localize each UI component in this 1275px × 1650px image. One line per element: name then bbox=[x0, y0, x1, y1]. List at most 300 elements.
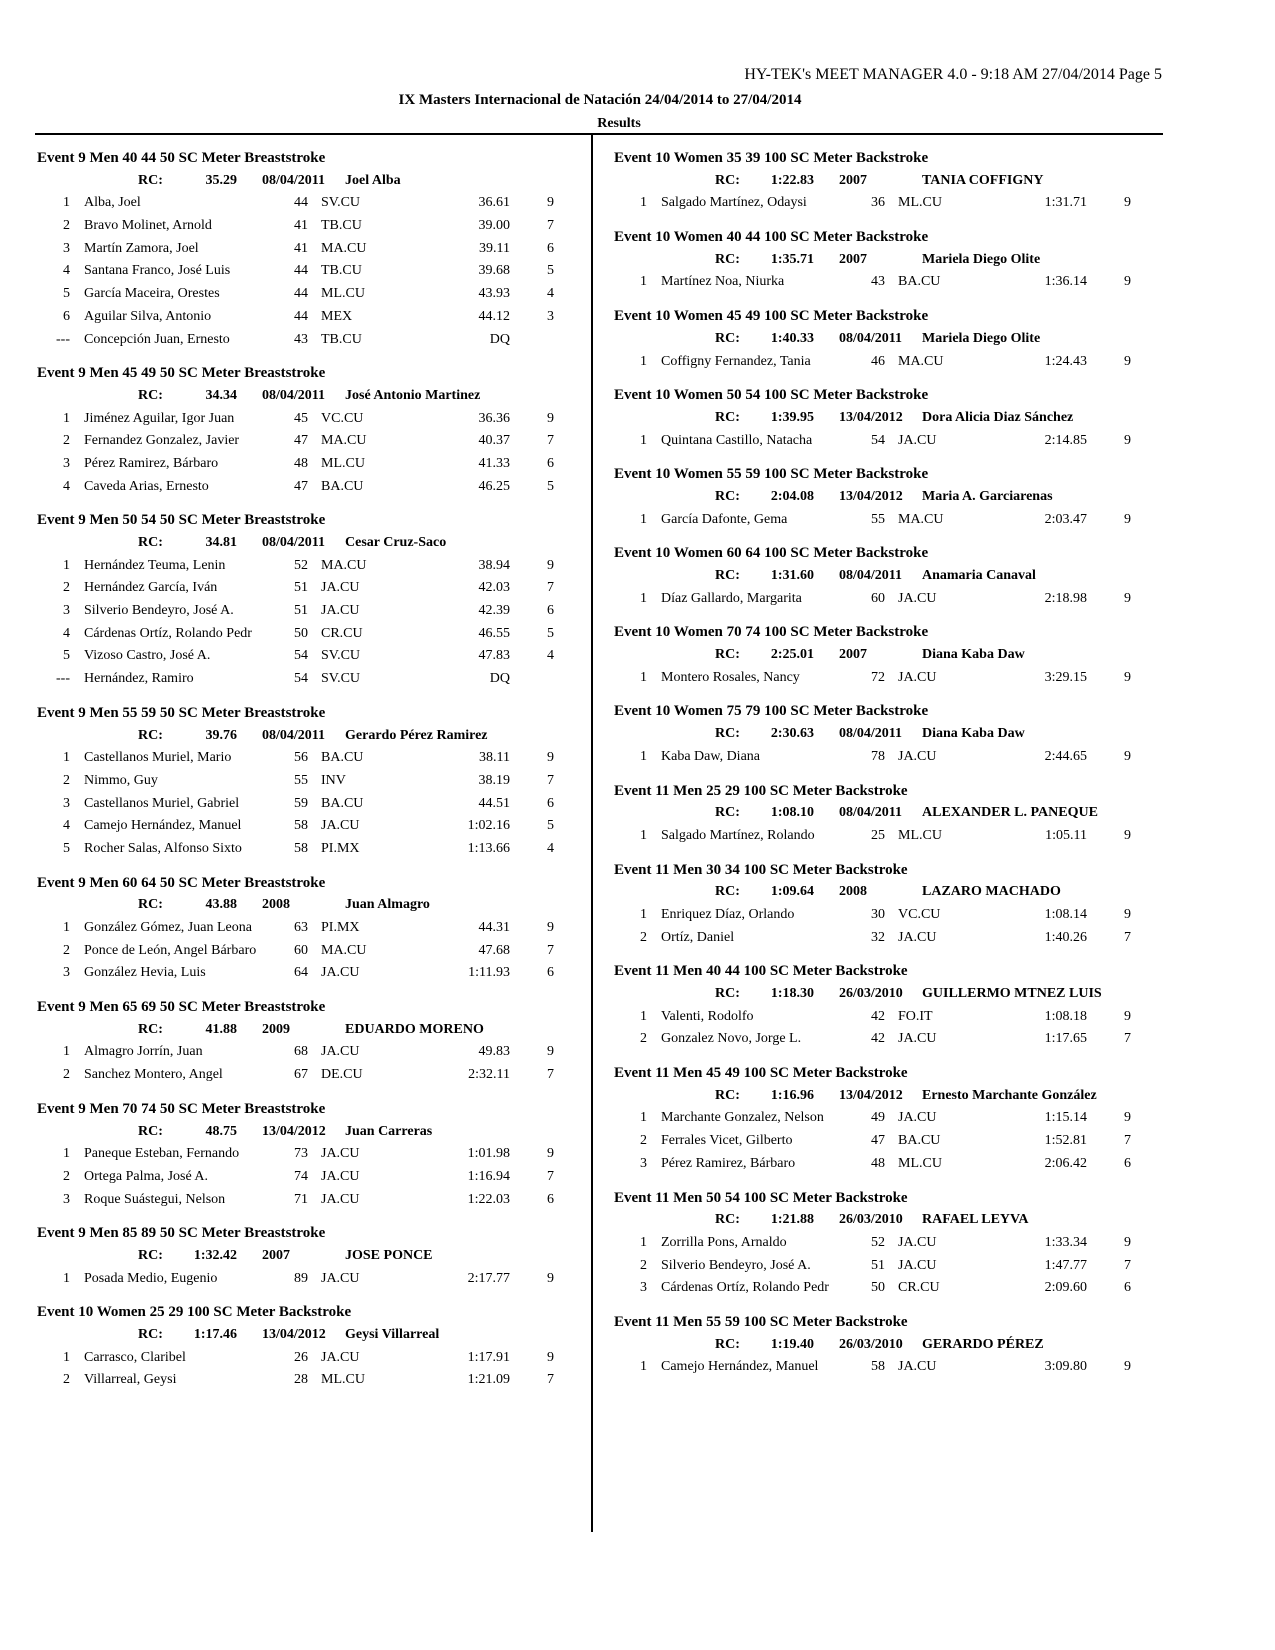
record-date: 13/04/2012 bbox=[262, 1123, 326, 1139]
points: 5 bbox=[547, 263, 554, 279]
place: 1 bbox=[63, 1270, 70, 1286]
age: 63 bbox=[294, 920, 308, 935]
swimmer-name: Salgado Martínez, Odaysi bbox=[661, 195, 807, 211]
result-row bbox=[614, 1232, 1159, 1255]
age: 44 bbox=[294, 308, 308, 324]
team: JA.CU bbox=[321, 1191, 360, 1207]
swimmer-name: Castellanos Muriel, Gabriel bbox=[84, 795, 240, 811]
result-row bbox=[37, 238, 582, 261]
team: CR.CU bbox=[321, 625, 363, 641]
record-line bbox=[614, 983, 1159, 1006]
age: 52 bbox=[294, 557, 308, 573]
points: 9 bbox=[1124, 590, 1131, 606]
record-time: 1:22.83 bbox=[770, 172, 814, 188]
record-holder: Juan Carreras bbox=[345, 1123, 433, 1139]
swimmer-name: Nimmo, Guy bbox=[84, 772, 158, 788]
points: 4 bbox=[547, 286, 554, 302]
team: MA.CU bbox=[898, 353, 944, 369]
final-time: DQ bbox=[489, 331, 510, 347]
place: 5 bbox=[63, 286, 70, 302]
place: 1 bbox=[640, 827, 647, 843]
result-row bbox=[37, 306, 582, 329]
final-time: 1:08.18 bbox=[1044, 1008, 1087, 1024]
final-time: 38.94 bbox=[478, 557, 510, 573]
record-holder: Anamaria Canaval bbox=[922, 568, 1036, 583]
place: 1 bbox=[640, 669, 647, 685]
points: 7 bbox=[547, 1067, 554, 1083]
points: 7 bbox=[1124, 1257, 1131, 1273]
points: 9 bbox=[547, 1044, 554, 1060]
record-date: 08/04/2011 bbox=[262, 727, 326, 743]
points: 4 bbox=[547, 648, 554, 664]
final-time: 38.11 bbox=[479, 750, 510, 766]
record-time: 1:39.95 bbox=[770, 409, 814, 425]
record-holder: RAFAEL LEYVA bbox=[922, 1212, 1029, 1228]
final-time: 39.68 bbox=[478, 263, 510, 279]
place: 3 bbox=[63, 603, 70, 619]
place: 2 bbox=[63, 433, 70, 449]
event-title: Event 11 Men 30 34 100 SC Meter Backstroke bbox=[614, 861, 908, 878]
event-block bbox=[37, 362, 582, 498]
team: JA.CU bbox=[321, 1044, 360, 1060]
points: 7 bbox=[547, 1168, 554, 1184]
event-title: Event 10 Women 50 54 100 SC Meter Backstroke bbox=[614, 387, 929, 404]
record-time: 39.76 bbox=[205, 727, 237, 743]
record-holder: Joel Alba bbox=[345, 172, 401, 188]
record-date: 2007 bbox=[262, 1247, 290, 1263]
record-time: 2:04.08 bbox=[770, 488, 814, 504]
event-block bbox=[614, 463, 1159, 531]
result-row bbox=[37, 962, 582, 985]
final-time: 3:09.80 bbox=[1044, 1359, 1087, 1375]
team: SV.CU bbox=[321, 195, 361, 211]
result-row bbox=[614, 825, 1159, 848]
team: PI.MX bbox=[321, 840, 360, 856]
event-block bbox=[614, 700, 1159, 768]
team: BA.CU bbox=[321, 795, 364, 811]
event-title: Event 11 Men 50 54 100 SC Meter Backstroke bbox=[614, 1189, 908, 1206]
team: SV.CU bbox=[321, 648, 361, 664]
team: JA.CU bbox=[898, 1234, 937, 1250]
record-label: RC: bbox=[138, 1021, 163, 1037]
record-holder: Diana Kaba Daw bbox=[922, 647, 1025, 663]
age: 58 bbox=[294, 818, 308, 834]
points: 9 bbox=[547, 410, 554, 426]
record-label: RC: bbox=[715, 1087, 740, 1103]
result-row bbox=[614, 667, 1159, 690]
swimmer-name: Hernández García, Iván bbox=[84, 580, 218, 596]
team: JA.CU bbox=[898, 432, 937, 448]
place: --- bbox=[56, 671, 70, 687]
final-time: 2:03.47 bbox=[1044, 511, 1087, 527]
record-time: 1:17.46 bbox=[193, 1327, 237, 1342]
place: 1 bbox=[640, 432, 647, 448]
swimmer-name: Ferrales Vicet, Gilberto bbox=[661, 1133, 793, 1149]
swimmer-name: Ponce de León, Angel Bárbaro bbox=[84, 942, 257, 958]
swimmer-name: González Hevia, Luis bbox=[84, 965, 206, 981]
age: 45 bbox=[294, 410, 308, 426]
record-date: 2007 bbox=[839, 172, 867, 188]
final-time: 1:31.71 bbox=[1044, 195, 1087, 211]
age: 43 bbox=[871, 274, 885, 290]
record-time: 43.88 bbox=[205, 897, 237, 913]
record-line bbox=[614, 1209, 1159, 1232]
record-time: 1:16.96 bbox=[770, 1087, 814, 1103]
team: INV bbox=[321, 772, 346, 788]
record-holder: Ernesto Marchante González bbox=[922, 1087, 1097, 1103]
final-time: DQ bbox=[489, 671, 510, 687]
result-row bbox=[614, 588, 1159, 611]
age: 43 bbox=[294, 331, 308, 347]
final-time: 1:36.14 bbox=[1044, 274, 1087, 290]
result-row bbox=[614, 351, 1159, 374]
points: 7 bbox=[547, 433, 554, 449]
record-line bbox=[37, 532, 582, 555]
place: 1 bbox=[63, 195, 70, 211]
points: 9 bbox=[1124, 827, 1131, 843]
place: 1 bbox=[640, 274, 647, 290]
result-row bbox=[614, 1277, 1159, 1300]
final-time: 1:01.98 bbox=[467, 1146, 510, 1162]
swimmer-name: Gonzalez Novo, Jorge L. bbox=[661, 1031, 802, 1047]
record-date: 08/04/2011 bbox=[839, 805, 903, 821]
record-line bbox=[37, 1245, 582, 1268]
swimmer-name: Marchante Gonzalez, Nelson bbox=[661, 1110, 824, 1126]
record-label: RC: bbox=[715, 647, 740, 663]
points: 9 bbox=[1124, 1110, 1131, 1126]
age: 44 bbox=[294, 195, 308, 211]
place: 1 bbox=[640, 590, 647, 606]
age: 59 bbox=[294, 795, 308, 811]
age: 72 bbox=[871, 669, 885, 685]
swimmer-name: Paneque Esteban, Fernando bbox=[84, 1146, 240, 1162]
record-label: RC: bbox=[138, 897, 163, 913]
age: 51 bbox=[871, 1257, 885, 1273]
result-row bbox=[37, 1347, 582, 1370]
final-time: 2:14.85 bbox=[1044, 432, 1087, 448]
points: 9 bbox=[1124, 748, 1131, 764]
age: 48 bbox=[294, 455, 308, 471]
place: 1 bbox=[640, 353, 647, 369]
place: 1 bbox=[640, 511, 647, 527]
event-title: Event 10 Women 35 39 100 SC Meter Backstroke bbox=[614, 150, 929, 166]
result-row bbox=[37, 815, 582, 838]
swimmer-name: Zorrilla Pons, Arnaldo bbox=[661, 1234, 787, 1250]
final-time: 44.31 bbox=[478, 920, 510, 935]
event-block bbox=[37, 147, 582, 351]
points: 6 bbox=[547, 795, 554, 811]
result-row bbox=[37, 283, 582, 306]
points: 9 bbox=[1124, 432, 1131, 448]
record-time: 48.75 bbox=[205, 1123, 237, 1139]
points: 9 bbox=[547, 557, 554, 573]
result-row bbox=[37, 1041, 582, 1064]
team: JA.CU bbox=[898, 748, 937, 764]
team: JA.CU bbox=[898, 929, 937, 945]
record-label: RC: bbox=[138, 172, 163, 188]
team: BA.CU bbox=[898, 274, 941, 290]
event-block bbox=[37, 872, 582, 985]
age: 55 bbox=[294, 772, 308, 788]
team: MA.CU bbox=[321, 557, 367, 573]
age: 52 bbox=[871, 1234, 885, 1250]
result-row bbox=[37, 1143, 582, 1166]
final-time: 1:11.93 bbox=[468, 965, 510, 981]
event-block bbox=[614, 859, 1159, 950]
age: 41 bbox=[294, 240, 308, 256]
age: 73 bbox=[294, 1146, 308, 1162]
final-time: 1:52.81 bbox=[1044, 1133, 1087, 1149]
event-block bbox=[37, 996, 582, 1087]
age: 25 bbox=[871, 827, 885, 843]
record-label: RC: bbox=[715, 884, 740, 900]
team: TB.CU bbox=[321, 331, 362, 347]
swimmer-name: Silverio Bendeyro, José A. bbox=[661, 1257, 811, 1273]
swimmer-name: González Gómez, Juan Leona bbox=[84, 920, 252, 935]
swimmer-name: Roque Suástegui, Nelson bbox=[84, 1191, 226, 1207]
place: 2 bbox=[63, 218, 70, 234]
age: 74 bbox=[294, 1168, 308, 1184]
age: 44 bbox=[294, 286, 308, 302]
final-time: 1:16.94 bbox=[467, 1168, 510, 1184]
place: 1 bbox=[640, 906, 647, 922]
points: 9 bbox=[547, 920, 554, 935]
record-date: 08/04/2011 bbox=[839, 726, 903, 742]
result-row bbox=[614, 1107, 1159, 1130]
record-line bbox=[37, 894, 582, 917]
age: 51 bbox=[294, 580, 308, 596]
record-holder: GERARDO PÉREZ bbox=[922, 1336, 1044, 1352]
record-date: 13/04/2012 bbox=[262, 1327, 326, 1342]
final-time: 2:06.42 bbox=[1044, 1155, 1087, 1171]
team: TB.CU bbox=[321, 263, 362, 279]
record-line bbox=[614, 881, 1159, 904]
team: JA.CU bbox=[321, 603, 360, 619]
swimmer-name: Concepción Juan, Ernesto bbox=[84, 331, 230, 347]
record-date: 26/03/2010 bbox=[839, 1336, 903, 1352]
event-title: Event 11 Men 40 44 100 SC Meter Backstroke bbox=[614, 963, 908, 980]
result-row bbox=[37, 1268, 582, 1291]
place: --- bbox=[56, 331, 70, 347]
event-block bbox=[614, 305, 1159, 373]
swimmer-name: Hernández Teuma, Lenin bbox=[84, 557, 226, 573]
event-block bbox=[614, 1062, 1159, 1175]
record-holder: Geysi Villarreal bbox=[345, 1327, 440, 1342]
event-block bbox=[614, 621, 1159, 689]
event-title: Event 10 Women 25 29 100 SC Meter Backstroke bbox=[37, 1304, 352, 1321]
final-time: 46.25 bbox=[478, 478, 510, 494]
record-holder: GUILLERMO MTNEZ LUIS bbox=[922, 986, 1102, 1001]
final-time: 1:05.11 bbox=[1045, 827, 1087, 843]
record-line bbox=[614, 723, 1159, 746]
final-time: 47.68 bbox=[478, 942, 510, 958]
place: 2 bbox=[63, 580, 70, 596]
final-time: 2:09.60 bbox=[1044, 1280, 1087, 1296]
team: VC.CU bbox=[321, 410, 364, 426]
swimmer-name: Rocher Salas, Alfonso Sixto bbox=[84, 840, 242, 856]
swimmer-name: Kaba Daw, Diana bbox=[661, 748, 760, 764]
place: 2 bbox=[640, 1031, 647, 1047]
record-label: RC: bbox=[715, 172, 740, 188]
record-label: RC: bbox=[138, 1247, 163, 1263]
place: 1 bbox=[63, 750, 70, 766]
final-time: 36.36 bbox=[478, 410, 510, 426]
record-line bbox=[37, 1019, 582, 1042]
team: ML.CU bbox=[898, 195, 942, 211]
swimmer-name: Coffigny Fernandez, Tania bbox=[661, 353, 811, 369]
result-row bbox=[37, 476, 582, 499]
place: 1 bbox=[640, 1008, 647, 1024]
place: 2 bbox=[63, 1168, 70, 1184]
team: MA.CU bbox=[321, 433, 367, 449]
swimmer-name: Pérez Ramirez, Bárbaro bbox=[661, 1155, 796, 1171]
age: 54 bbox=[294, 648, 308, 664]
team: JA.CU bbox=[321, 580, 360, 596]
points: 7 bbox=[547, 580, 554, 596]
age: 58 bbox=[294, 840, 308, 856]
points: 9 bbox=[547, 1146, 554, 1162]
record-holder: Juan Almagro bbox=[345, 897, 430, 913]
result-row bbox=[37, 453, 582, 476]
swimmer-name: Valenti, Rodolfo bbox=[661, 1008, 754, 1024]
place: 2 bbox=[63, 1067, 70, 1083]
place: 1 bbox=[63, 1349, 70, 1365]
team: ML.CU bbox=[321, 1372, 365, 1388]
result-row bbox=[37, 793, 582, 816]
team: BA.CU bbox=[898, 1133, 941, 1149]
place: 3 bbox=[63, 965, 70, 981]
record-time: 2:25.01 bbox=[770, 647, 814, 663]
event-title: Event 10 Women 60 64 100 SC Meter Backstroke bbox=[614, 545, 929, 562]
final-time: 1:15.14 bbox=[1044, 1110, 1087, 1126]
record-holder: Cesar Cruz-Saco bbox=[345, 535, 447, 550]
record-date: 13/04/2012 bbox=[839, 1087, 903, 1103]
age: 48 bbox=[871, 1155, 885, 1171]
record-line bbox=[614, 1334, 1159, 1357]
event-title: Event 10 Women 45 49 100 SC Meter Backstroke bbox=[614, 308, 929, 325]
result-row bbox=[614, 1130, 1159, 1153]
team: JA.CU bbox=[321, 965, 360, 981]
age: 49 bbox=[871, 1110, 885, 1126]
swimmer-name: Díaz Gallardo, Margarita bbox=[661, 590, 802, 606]
swimmer-name: Cárdenas Ortíz, Rolando Pedr bbox=[661, 1280, 829, 1296]
team: ML.CU bbox=[321, 455, 365, 471]
age: 60 bbox=[871, 590, 885, 606]
final-time: 40.37 bbox=[478, 433, 510, 449]
final-time: 2:32.11 bbox=[468, 1067, 510, 1083]
final-time: 1:17.65 bbox=[1044, 1031, 1087, 1047]
record-line bbox=[614, 565, 1159, 588]
place: 4 bbox=[63, 478, 70, 494]
final-time: 2:18.98 bbox=[1044, 590, 1087, 606]
age: 71 bbox=[294, 1191, 308, 1207]
swimmer-name: Hernández, Ramiro bbox=[84, 671, 194, 687]
result-row bbox=[37, 408, 582, 431]
team: MA.CU bbox=[898, 511, 944, 527]
points: 6 bbox=[547, 965, 554, 981]
team: JA.CU bbox=[321, 1270, 360, 1286]
final-time: 1:33.34 bbox=[1044, 1234, 1087, 1250]
place: 3 bbox=[63, 240, 70, 256]
team: JA.CU bbox=[898, 1359, 937, 1375]
result-row bbox=[37, 430, 582, 453]
header-rule bbox=[35, 133, 1163, 135]
points: 5 bbox=[547, 818, 554, 834]
final-time: 47.83 bbox=[478, 648, 510, 664]
record-label: RC: bbox=[715, 488, 740, 504]
result-row bbox=[614, 1028, 1159, 1051]
final-time: 42.03 bbox=[478, 580, 510, 596]
final-time: 1:21.09 bbox=[467, 1372, 510, 1388]
place: 2 bbox=[640, 1133, 647, 1149]
result-row bbox=[614, 192, 1159, 215]
place: 1 bbox=[640, 195, 647, 211]
age: 32 bbox=[871, 929, 885, 945]
event-title: Event 9 Men 85 89 50 SC Meter Breaststroke bbox=[37, 1225, 326, 1242]
age: 56 bbox=[294, 750, 308, 766]
record-time: 1:32.42 bbox=[193, 1247, 237, 1263]
record-date: 2007 bbox=[839, 647, 867, 663]
record-time: 34.34 bbox=[205, 387, 237, 403]
team: BA.CU bbox=[321, 750, 364, 766]
swimmer-name: Ortíz, Daniel bbox=[661, 929, 735, 945]
record-date: 2009 bbox=[262, 1021, 290, 1037]
age: 36 bbox=[871, 195, 885, 211]
place: 1 bbox=[63, 410, 70, 426]
points: 9 bbox=[547, 1349, 554, 1365]
event-title: Event 10 Women 75 79 100 SC Meter Backstroke bbox=[614, 703, 929, 720]
record-line bbox=[37, 1324, 582, 1347]
event-block bbox=[614, 542, 1159, 610]
final-time: 39.00 bbox=[478, 218, 510, 234]
record-time: 1:35.71 bbox=[770, 251, 814, 267]
final-time: 2:44.65 bbox=[1044, 748, 1087, 764]
team: JA.CU bbox=[898, 669, 937, 685]
final-time: 1:13.66 bbox=[467, 840, 510, 856]
team: JA.CU bbox=[898, 1257, 937, 1273]
age: 41 bbox=[294, 218, 308, 234]
result-row bbox=[37, 917, 582, 940]
team: MA.CU bbox=[321, 240, 367, 256]
team: JA.CU bbox=[898, 590, 937, 606]
points: 6 bbox=[1124, 1155, 1131, 1171]
place: 3 bbox=[640, 1280, 647, 1296]
swimmer-name: Fernandez Gonzalez, Javier bbox=[84, 433, 240, 449]
final-time: 49.83 bbox=[478, 1044, 510, 1060]
event-title: Event 10 Women 40 44 100 SC Meter Backstroke bbox=[614, 229, 929, 246]
age: 51 bbox=[294, 603, 308, 619]
points: 5 bbox=[547, 478, 554, 494]
team: DE.CU bbox=[321, 1067, 363, 1083]
place: 1 bbox=[640, 748, 647, 764]
team: SV.CU bbox=[321, 671, 361, 687]
place: 4 bbox=[63, 818, 70, 834]
place: 3 bbox=[640, 1155, 647, 1171]
record-label: RC: bbox=[715, 726, 740, 742]
result-row bbox=[614, 927, 1159, 950]
place: 2 bbox=[640, 1257, 647, 1273]
record-line bbox=[614, 1085, 1159, 1108]
points: 9 bbox=[1124, 195, 1131, 211]
event-block bbox=[37, 1222, 582, 1290]
final-time: 41.33 bbox=[478, 455, 510, 471]
final-time: 1:08.14 bbox=[1044, 906, 1087, 922]
event-block bbox=[614, 1187, 1159, 1300]
record-date: 13/04/2012 bbox=[839, 409, 903, 425]
record-holder: Mariela Diego Olite bbox=[922, 251, 1041, 267]
result-row bbox=[37, 577, 582, 600]
record-time: 1:40.33 bbox=[770, 330, 814, 346]
